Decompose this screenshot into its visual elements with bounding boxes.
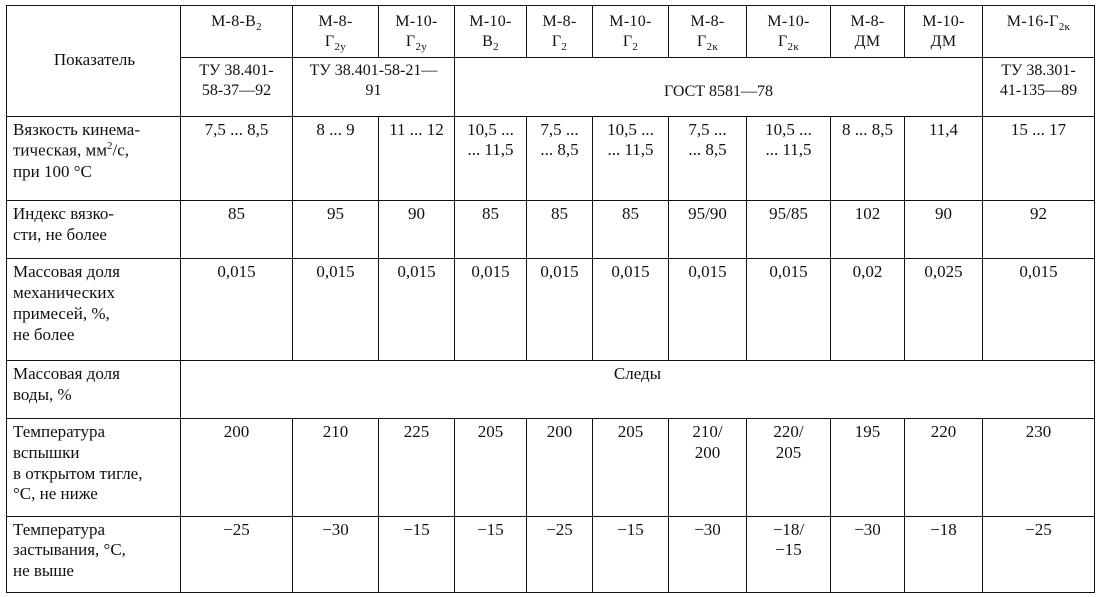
table-row — [7, 259, 1095, 361]
merged-value-cell: Следы — [181, 360, 1095, 418]
standard-cell: ТУ 38.301- 41-135—89 — [983, 58, 1095, 116]
value-cell: 0,015 — [747, 259, 831, 361]
grade-name: М-10- — [469, 13, 512, 30]
value-cell: −18 — [905, 516, 983, 592]
table-row — [7, 419, 1095, 516]
value-cell: 205 — [593, 419, 669, 516]
value-cell: −25 — [181, 516, 293, 592]
value-cell: 7,5 ... 8,5 — [181, 116, 293, 200]
grade-name: М-10- — [395, 13, 438, 30]
grade-name-line2: $Г_{2к}$ — [777, 32, 799, 53]
value-cell: 15 ... 17 — [983, 116, 1095, 200]
value-cell: 0,015 — [593, 259, 669, 361]
grade-name-line2: ДМ — [854, 32, 881, 50]
value-cell: 85 — [455, 201, 527, 259]
value-cell: 8 ... 9 — [293, 116, 379, 200]
row-label: Температура застывания, °С, не выше — [7, 516, 181, 592]
value-cell: 7,5 ... ... 8,5 — [527, 116, 593, 200]
value-cell: 11,4 — [905, 116, 983, 200]
grade-header — [983, 6, 1095, 58]
grade-header — [747, 6, 831, 58]
value-cell: 220 — [905, 419, 983, 516]
grade-name-line2: $Г_{2к}$ — [696, 32, 718, 53]
grade-name: М-8- — [318, 13, 353, 30]
value-cell: 195 — [831, 419, 905, 516]
grade-name: М-10- — [922, 13, 965, 30]
grade-header — [181, 6, 293, 58]
value-cell: −15 — [593, 516, 669, 592]
grade-name-line2: ДМ — [930, 32, 957, 50]
value-cell: 220/ 205 — [747, 419, 831, 516]
value-cell: 205 — [455, 419, 527, 516]
grade-header — [831, 6, 905, 58]
grade-name: М-8- — [542, 13, 577, 30]
value-cell: −15 — [379, 516, 455, 592]
value-cell: −15 — [455, 516, 527, 592]
standard-cell: ГОСТ 8581—78 — [455, 58, 983, 116]
grade-name-line2: $Г_2$ — [622, 32, 639, 53]
table-row — [7, 360, 1095, 418]
value-cell: −18/ −15 — [747, 516, 831, 592]
grade-name-line2: $Г_{2у}$ — [405, 32, 428, 53]
value-cell: 92 — [983, 201, 1095, 259]
value-cell: 85 — [181, 201, 293, 259]
value-cell: 200 — [181, 419, 293, 516]
table-row — [7, 116, 1095, 200]
table-row — [7, 516, 1095, 592]
grade-name: М-8- — [690, 13, 725, 30]
row-label: Вязкость кинема- тическая, $мм^2/с$, при 100 °С — [7, 116, 181, 200]
table-body — [7, 116, 1095, 592]
grade-header — [593, 6, 669, 58]
grade-header — [527, 6, 593, 58]
grade-header — [905, 6, 983, 58]
value-cell: 0,015 — [983, 259, 1095, 361]
standard-cell: ТУ 38.401- 58-37—92 — [181, 58, 293, 116]
value-cell: 200 — [527, 419, 593, 516]
value-cell: 0,015 — [181, 259, 293, 361]
value-cell: 0,02 — [831, 259, 905, 361]
row-label: Массовая доля механических примесей, %, не более — [7, 259, 181, 361]
table-row — [7, 201, 1095, 259]
grade-name-line2: $В_2$ — [482, 32, 499, 53]
value-cell: 0,015 — [669, 259, 747, 361]
grade-name: $М-8-В_2$ — [211, 13, 262, 34]
value-cell: 10,5 ... ... 11,5 — [593, 116, 669, 200]
row-label: Температура вспышки в открытом тигле, °С, не ниже — [7, 419, 181, 516]
grade-header — [293, 6, 379, 58]
value-cell: −30 — [669, 516, 747, 592]
value-cell: 85 — [527, 201, 593, 259]
value-cell: −25 — [983, 516, 1095, 592]
value-cell: 0,015 — [527, 259, 593, 361]
value-cell: −30 — [293, 516, 379, 592]
grade-name-line2: $Г_{2у}$ — [324, 32, 347, 53]
grade-header — [669, 6, 747, 58]
grade-name: $М-16-Г_{2к}$ — [1006, 13, 1071, 34]
value-cell: 102 — [831, 201, 905, 259]
row-label: Индекс вязко- сти, не более — [7, 201, 181, 259]
param-header-cell — [7, 6, 181, 117]
value-cell: 90 — [379, 201, 455, 259]
value-cell: 0,025 — [905, 259, 983, 361]
value-cell: 7,5 ... ... 8,5 — [669, 116, 747, 200]
grade-name: М-10- — [767, 13, 810, 30]
value-cell: 0,015 — [293, 259, 379, 361]
value-cell: 85 — [593, 201, 669, 259]
value-cell: 95/85 — [747, 201, 831, 259]
value-cell: 0,015 — [379, 259, 455, 361]
grade-header — [379, 6, 455, 58]
value-cell: 8 ... 8,5 — [831, 116, 905, 200]
value-cell: 95 — [293, 201, 379, 259]
header-row-grades — [7, 6, 1095, 58]
grade-name: М-8- — [850, 13, 885, 30]
value-cell: 0,015 — [455, 259, 527, 361]
param-header: Показатель — [53, 50, 136, 70]
value-cell: 210/ 200 — [669, 419, 747, 516]
value-cell: 90 — [905, 201, 983, 259]
value-cell: 210 — [293, 419, 379, 516]
value-cell: 230 — [983, 419, 1095, 516]
value-cell: 225 — [379, 419, 455, 516]
standard-cell: ТУ 38.401-58-21— 91 — [293, 58, 455, 116]
value-cell: −30 — [831, 516, 905, 592]
value-cell: 10,5 ... ... 11,5 — [747, 116, 831, 200]
value-cell: 95/90 — [669, 201, 747, 259]
spec-table — [6, 5, 1095, 593]
grade-name-line2: $Г_2$ — [551, 32, 568, 53]
grade-name: М-10- — [609, 13, 652, 30]
value-cell: 10,5 ... ... 11,5 — [455, 116, 527, 200]
value-cell: 11 ... 12 — [379, 116, 455, 200]
grade-header — [455, 6, 527, 58]
value-cell: −25 — [527, 516, 593, 592]
row-label: Массовая доля воды, % — [7, 360, 181, 418]
